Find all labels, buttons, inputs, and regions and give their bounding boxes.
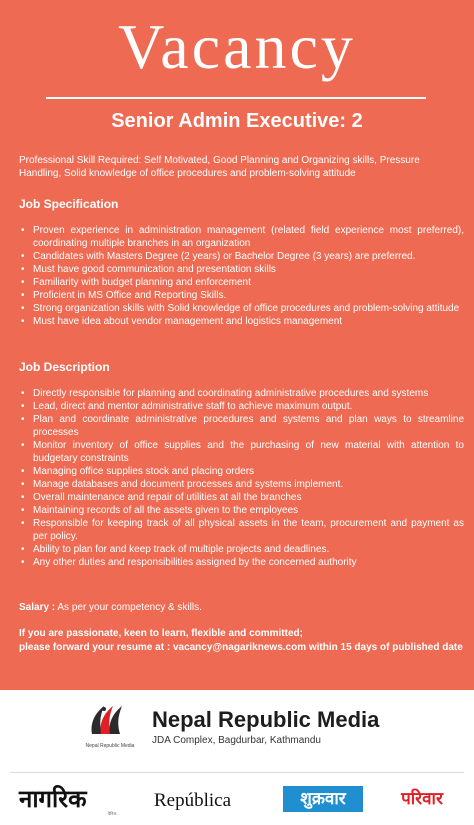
apply-line-1: If you are passionate, keen to learn, flexible and committed; [19, 628, 303, 639]
list-item: • Lead, direct and mentor administrative staff to achieve maximum output. [19, 400, 464, 413]
professional-skill-text: Professional Skill Required: Self Motivated, Good Planning and Organizing skills, Pressure Handling, Solid knowledge of office procedures and problem-solving attitude [19, 155, 420, 179]
logo-caption: Nepal Republic Media [85, 743, 135, 749]
list-item: • Directly responsible for planning and coordinating administrative procedures and systems [19, 387, 464, 400]
salary-label: Salary : [19, 602, 56, 613]
apply-instructions [19, 627, 463, 655]
list-item: • Proven experience in administration management (related field experience most preferred), coordinating multiple branches in an organization [19, 224, 464, 250]
list-item: • Ability to plan for and keep track of multiple projects and deadlines. [19, 543, 464, 556]
page-title: Vacancy [118, 11, 356, 82]
job-specification-heading: Job Specification [19, 197, 119, 211]
nagarik-logo: नागरिक [19, 785, 87, 813]
apply-line-2: please forward your resume at : vacancy@nagariknews.com within 15 days of published date [19, 642, 463, 653]
salary-line [19, 601, 202, 614]
list-item: • Familiarity with budget planning and enforcement [19, 276, 464, 289]
list-item: • Responsible for keeping track of all physical assets in the team, procurement and payment as per policy. [19, 517, 464, 543]
shukrabar-logo: शुक्रवार [283, 786, 363, 812]
list-item: • Any other duties and responsibilities assigned by the concerned authority [19, 556, 464, 569]
publisher-address: JDA Complex, Bagdurbar, Kathmandu [152, 735, 321, 746]
job-description-heading: Job Description [19, 360, 110, 374]
list-item: • Proficient in MS Office and Reporting Skills. [19, 289, 464, 302]
pariwar-logo: परिवार [401, 789, 443, 809]
list-item: • Manage databases and document processes and systems implement. [19, 478, 464, 491]
list-item: • Must have idea about vendor management and logistics management [19, 315, 464, 328]
publisher-block [0, 690, 474, 770]
nagarik-logo-subtitle: दैनिक [108, 811, 117, 816]
list-item: • Monitor inventory of office supplies and the purchasing of new material with attention to budgetary constraints [19, 439, 464, 465]
salary-value: As per your competency & skills. [57, 602, 202, 613]
brand-strip [0, 780, 474, 820]
job-specification-list [19, 224, 464, 328]
republica-logo: República [154, 790, 232, 811]
title-divider [46, 97, 426, 99]
nepal-republic-media-logo-icon [84, 700, 130, 740]
list-item: • Overall maintenance and repair of utilities at all the branches [19, 491, 464, 504]
list-item: • Candidates with Masters Degree (2 years) or Bachelor Degree (3 years) are preferred. [19, 250, 464, 263]
position-title: Senior Admin Executive: 2 [111, 110, 363, 132]
publisher-name: Nepal Republic Media [152, 707, 380, 732]
list-item: • Plan and coordinate administrative procedures and systems and plan ways to streamline processes [19, 413, 464, 439]
list-item: • Maintaining records of all the assets given to the employees [19, 504, 464, 517]
list-item: • Strong organization skills with Solid knowledge of office procedures and problem-solving attitude [19, 302, 464, 315]
list-item: • Must have good communication and presentation skills [19, 263, 464, 276]
job-description-list [19, 387, 464, 569]
list-item: • Managing office supplies stock and placing orders [19, 465, 464, 478]
divider [10, 772, 464, 773]
